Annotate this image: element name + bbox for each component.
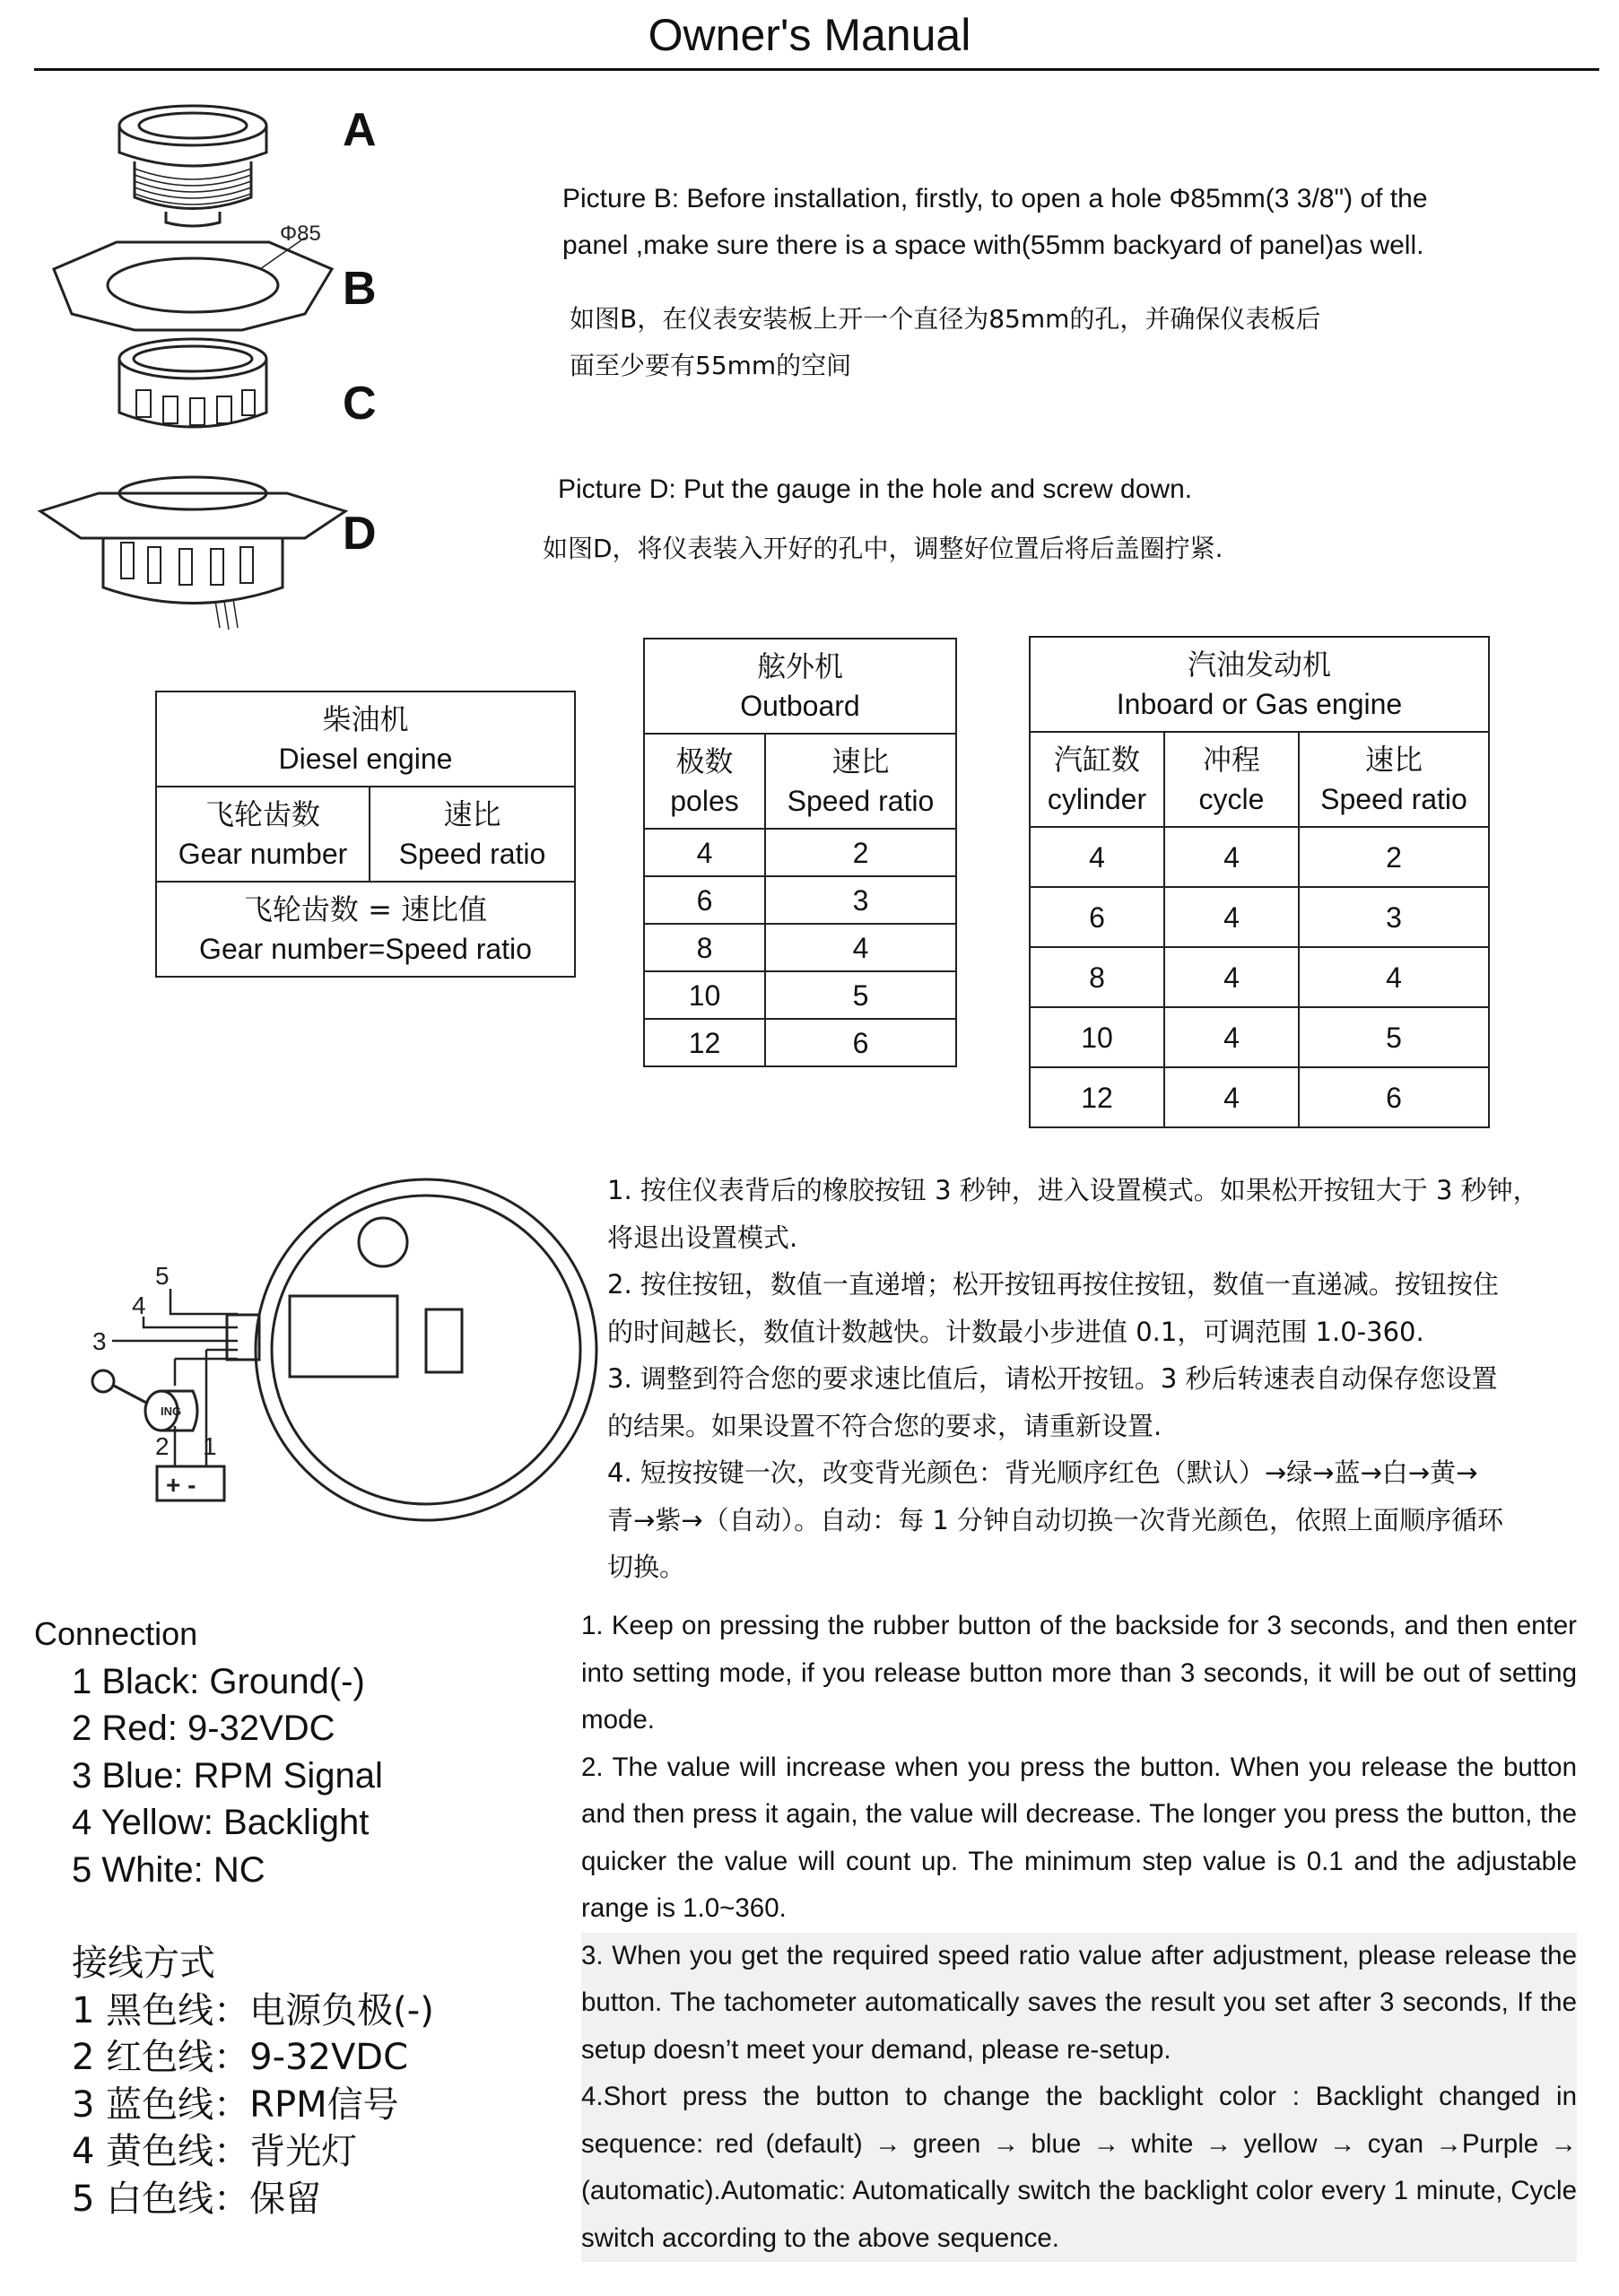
cn-line: 3. 调整到符合您的要求速比值后，请松开按钮。3 秒后转速表自动保存您设置 [607,1363,1498,1394]
gas-cell: 6 [1299,1067,1489,1127]
gas-cell: 5 [1299,1007,1489,1067]
connection-item-cn: 1 黑色线：电源负极(-) [72,1989,434,2031]
label-a: A [343,104,377,156]
wire-number-3: 3 [92,1327,107,1355]
connection-item-cn: 4 黄色线：背光灯 [72,2131,358,2172]
diesel-col1-cn: 飞轮齿数 [205,797,320,831]
outboard-cell: 5 [765,971,956,1019]
diesel-formula-cn: 飞轮齿数 = 速比值 [243,892,488,926]
connection-item: 5 White: NC [72,1849,265,1890]
ing-label: ING [161,1405,182,1418]
outboard-title-en: Outboard [740,690,860,722]
outboard-table [643,638,957,1067]
installation-figure [36,90,395,646]
wire-number-1: 1 [203,1432,217,1460]
assembly-part-d [40,477,345,630]
cn-line: 的时间越长，数值计数越快。计数最小步进值 0.1，可调范围 1.0-360. [607,1316,1424,1347]
gas-cell: 4 [1299,947,1489,1007]
outboard-cell: 3 [765,876,956,924]
label-b: B [343,263,377,315]
gas-col1-cn: 汽缸数 [1053,743,1140,777]
en-step-1: 1. Keep on pressing the rubber button of the backside for 3 seconds, and then enter into setting mode, if you release button more than 3 seconds, it will be out of setting mode. [581,1611,1577,1735]
diesel-col2-cn: 速比 [443,797,501,831]
gas-cell: 10 [1030,1007,1164,1067]
outboard-cell: 8 [644,924,765,971]
outboard-col2-cn: 速比 [831,744,890,778]
connection-item: 1 Black: Ground(-) [72,1661,365,1701]
picture-d-cn: 如图D，将仪表装入开好的孔中，调整好位置后将后盖圈拧紧. [543,534,1223,563]
picture-b-cn-2: 面至少要有55mm的空间 [570,351,852,380]
gas-title-en: Inboard or Gas engine [1116,688,1403,720]
cn-line: 4. 短按按键一次，改变背光颜色：背光顺序红色（默认）→绿→蓝→白→黄→ [607,1457,1478,1488]
outboard-cell: 6 [644,876,765,924]
gas-col2-en: cycle [1198,783,1265,815]
gas-cell: 4 [1164,1067,1299,1127]
wire-number-4: 4 [132,1292,146,1319]
gas-engine-table [1029,636,1490,1128]
wiring-diagram [67,1157,534,1552]
gas-title-cn: 汽油发动机 [1187,648,1331,682]
label-d: D [343,508,377,560]
picture-b-en-2: panel ,make sure there is a space with(55mm backyard of panel)as well. [562,230,1424,260]
panel-part-b [54,238,332,330]
gas-cell: 4 [1164,827,1299,887]
cn-line: 将退出设置模式. [607,1222,798,1253]
wire-number-2: 2 [155,1432,170,1460]
outboard-col2-en: Speed ratio [787,785,935,817]
cn-line: 1. 按住仪表背后的橡胶按钮 3 秒钟，进入设置模式。如果松开按钮大于 3 秒钟， [607,1175,1539,1205]
ring-part-c [119,339,266,427]
gas-col3-en: Speed ratio [1320,783,1467,815]
gas-cell: 4 [1030,827,1164,887]
connection-item-cn: 2 红色线：9-32VDC [72,2037,409,2078]
connection-legend [34,1611,434,2222]
picture-b-en-1: Picture B: Before installation, firstly, to open a hole Φ85mm(3 3/8") of the [562,184,1428,213]
outboard-cell: 10 [644,971,765,1019]
gas-col1-en: cylinder [1047,783,1147,815]
gas-cell: 4 [1164,947,1299,1007]
connection-title: Connection [34,1615,198,1652]
en-step-2: 2. The value will increase when you press the button. When you release the button and then press it again, the value will decrease. The longer you press the button, the quicker the value will count up. The minimum step value is 0.1 and the adjustable range is 1.0~360. [581,1752,1577,1923]
picture-d-en: Picture D: Put the gauge in the hole and screw down. [558,474,1193,504]
connection-item: 4 Yellow: Backlight [72,1803,370,1842]
gas-cell: 4 [1164,1007,1299,1067]
header-divider [34,68,1599,71]
gauge-part-a [119,106,266,226]
outboard-col1-cn: 极数 [675,744,734,778]
connection-item: 2 Red: 9-32VDC [72,1709,335,1748]
connection-title-cn: 接线方式 [72,1943,215,1984]
cn-line: 的结果。如果设置不符合您的要求，请重新设置. [607,1410,1162,1441]
gas-cell: 3 [1299,887,1489,947]
diesel-col1-en: Gear number [178,838,348,870]
en-instructions [581,1603,1577,2262]
outboard-col1-en: poles [670,785,739,817]
gas-cell: 12 [1030,1067,1164,1127]
diesel-table [155,691,576,978]
outboard-cell: 2 [765,829,956,876]
label-c: C [343,378,377,430]
battery-label: + - [166,1471,196,1499]
gas-col3-cn: 速比 [1364,743,1423,777]
wire-number-5: 5 [155,1262,170,1290]
diesel-col2-en: Speed ratio [398,838,546,870]
gas-col2-cn: 冲程 [1202,743,1260,777]
gas-cell: 2 [1299,827,1489,887]
outboard-cell: 12 [644,1019,765,1066]
outboard-cell: 4 [644,829,765,876]
diesel-title-cn: 柴油机 [322,702,409,736]
rubber-button [359,1218,407,1266]
connection-item-cn: 3 蓝色线：RPM信号 [72,2083,399,2126]
cn-instructions [607,1167,1539,1591]
hole-label: Φ85 [280,222,321,246]
en-step-4: 4.Short press the button to change the backlight color : Backlight changed in sequence: red (default) → green → blue → white → yellow → cyan →Purple → (automatic).Automatic: Automatically switch the backlight color every 1 minute, Cycle switch according to the above sequence. [581,2082,1577,2253]
diesel-formula-en: Gear number=Speed ratio [199,933,532,965]
outboard-title-cn: 舷外机 [756,649,843,683]
outboard-cell: 4 [765,924,956,971]
gas-cell: 8 [1030,947,1164,1007]
outboard-cell: 6 [765,1019,956,1066]
page-title: Owner's Manual [648,10,971,60]
connection-item: 3 Blue: RPM Signal [72,1755,383,1796]
gas-cell: 4 [1164,887,1299,947]
cn-line: 2. 按住按钮，数值一直递增；松开按钮再按住按钮，数值一直递减。按钮按住 [607,1269,1499,1300]
cn-line: 切换。 [607,1552,686,1582]
picture-b-cn-1: 如图B，在仪表安装板上开一个直径为85mm的孔，并确保仪表板后 [570,304,1321,334]
en-step-3: 3. When you get the required speed ratio value after adjustment, please release the button. The tachometer automatically saves the result you set after 3 seconds, If the setup doesn’t meet your demand, please re-setup. [581,1940,1577,2065]
cn-line: 青→紫→（自动）。自动：每 1 分钟自动切换一次背光颜色，依照上面顺序循环 [607,1504,1503,1535]
gas-cell: 6 [1030,887,1164,947]
diesel-title-en: Diesel engine [278,743,453,775]
connection-item-cn: 5 白色线：保留 [72,2178,322,2220]
